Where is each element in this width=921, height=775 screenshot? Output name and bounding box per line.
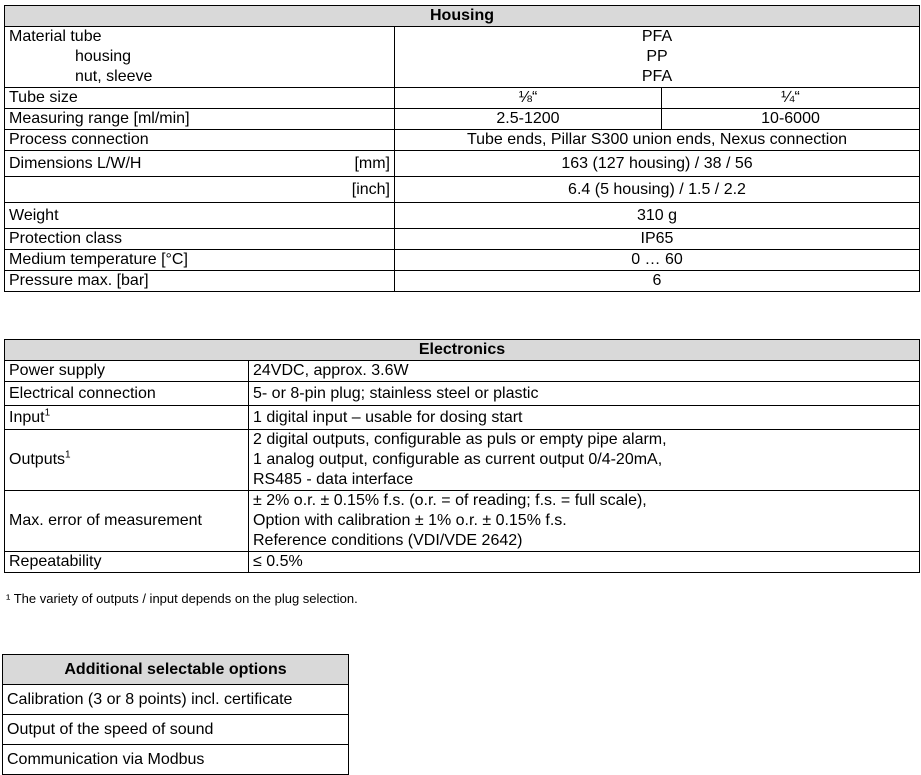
electrical-connection-value: 5- or 8-pin plug; stainless steel or plastic	[249, 382, 920, 406]
protection-label: Protection class	[5, 229, 395, 250]
tube-size-label: Tube size	[5, 88, 395, 109]
option-item: Output of the speed of sound	[3, 715, 349, 745]
option-item: Calibration (3 or 8 points) incl. certificate	[3, 685, 349, 715]
input-label: Input$^1$	[5, 406, 249, 430]
power-supply-label: Power supply	[5, 361, 249, 382]
outputs-label: Outputs$^1$	[5, 430, 249, 491]
power-supply-value: 24VDC, approx. 3.6W	[249, 361, 920, 382]
dimensions-unit-inch: [inch]	[345, 177, 395, 203]
repeatability-label: Repeatability	[5, 552, 249, 573]
electronics-title: Electronics	[5, 340, 920, 361]
housing-title: Housing	[5, 6, 920, 27]
process-connection-value: Tube ends, Pillar S300 union ends, Nexus connection	[395, 130, 920, 151]
tube-size-a: ⅛“	[395, 88, 662, 109]
electronics-table	[4, 339, 920, 573]
dimensions-blank	[5, 177, 345, 203]
housing-table	[4, 5, 920, 292]
max-error-label: Max. error of measurement	[5, 491, 249, 552]
measuring-range-a: 2.5-1200	[395, 109, 662, 130]
options-title: Additional selectable options	[3, 655, 349, 685]
outputs-value: 2 digital outputs, configurable as puls or empty pipe alarm, 1 analog output, configurable as current output 0/4-20mA, RS485 - data interface	[249, 430, 920, 491]
process-connection-label: Process connection	[5, 130, 395, 151]
tube-size-b: ¼“	[662, 88, 920, 109]
dimensions-inch-value: 6.4 (5 housing) / 1.5 / 2.2	[395, 177, 920, 203]
material-tube-label: Material tube housing nut, sleeve	[5, 27, 395, 88]
dimensions-unit-mm: [mm]	[345, 151, 395, 177]
footnote: ¹ The variety of outputs / input depends on the plug selection.	[6, 591, 358, 606]
weight-label: Weight	[5, 203, 395, 229]
medium-temp-value: 0 … 60	[395, 250, 920, 271]
option-item: Communication via Modbus	[3, 745, 349, 775]
max-error-value: ± 2% o.r. ± 0.15% f.s. (o.r. = of reading; f.s. = full scale), Option with calibration ± 1% o.r. ± 0.15% f.s. Reference conditions (VDI/VDE 2642)	[249, 491, 920, 552]
weight-value: 310 g	[395, 203, 920, 229]
medium-temp-label: Medium temperature [°C]	[5, 250, 395, 271]
dimensions-label: Dimensions L/W/H	[5, 151, 345, 177]
protection-value: IP65	[395, 229, 920, 250]
dimensions-mm-value: 163 (127 housing) / 38 / 56	[395, 151, 920, 177]
material-tube-value: PFA PP PFA	[395, 27, 920, 88]
pressure-label: Pressure max. [bar]	[5, 271, 395, 292]
repeatability-value: ≤ 0.5%	[249, 552, 920, 573]
measuring-range-b: 10-6000	[662, 109, 920, 130]
pressure-value: 6	[395, 271, 920, 292]
measuring-range-label: Measuring range [ml/min]	[5, 109, 395, 130]
options-table	[2, 654, 349, 775]
input-value: 1 digital input – usable for dosing start	[249, 406, 920, 430]
electrical-connection-label: Electrical connection	[5, 382, 249, 406]
